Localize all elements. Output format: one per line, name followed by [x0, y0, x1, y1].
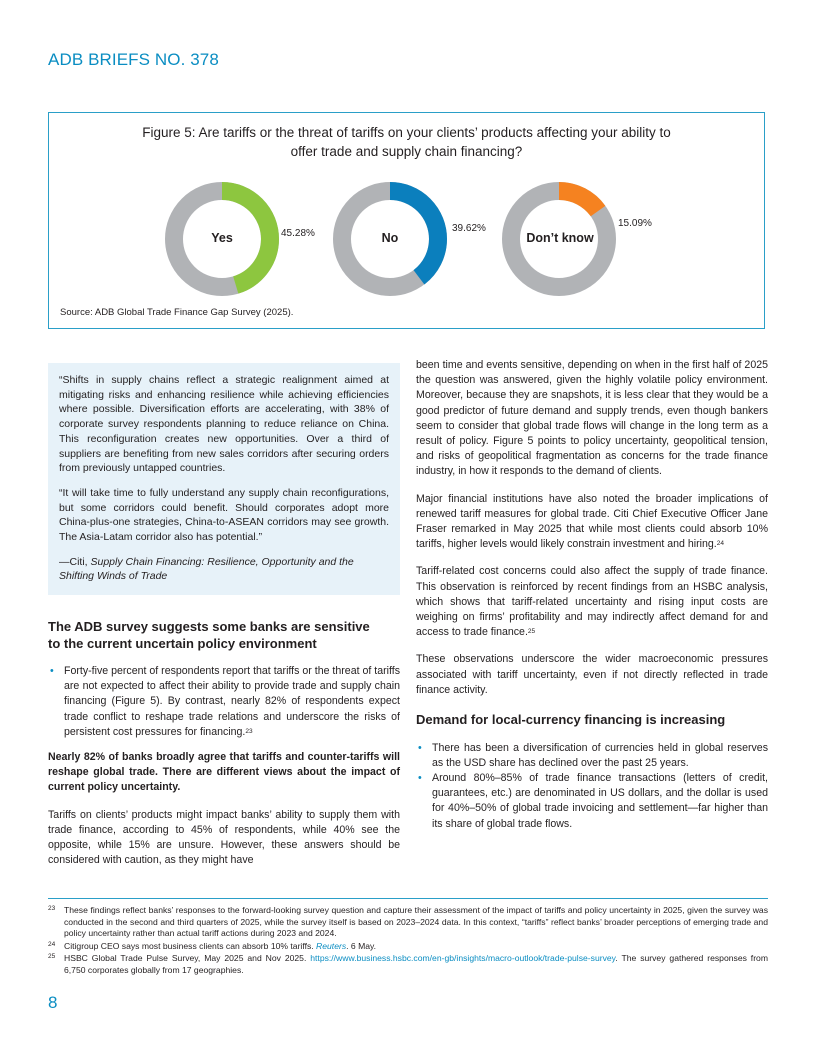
section-heading-banks-sensitive: The ADB survey suggests some banks are sensitive to the current uncertain policy environment	[48, 619, 370, 651]
bullet-icon: •	[50, 665, 54, 677]
donut-no-pct: 39.62%	[452, 223, 486, 234]
page-number: 8	[48, 993, 58, 1012]
donut-no-label: No	[381, 231, 399, 245]
list-item: • There has been a diversification of currencies held in global reserves as the USD share has declined over the past 25 years.	[418, 741, 768, 769]
quote-paragraph: “It will take time to fully understand any supply chain reconfigurations, but some corridors could benefit. Should corporates adopt more China-plus-one strategies, China-to-ASEAN corridors may see growth. The Asia-Latam corridor also has potential.”	[59, 486, 389, 544]
left-column	[48, 619, 400, 880]
quote-attribution: —Citi, Supply Chain Financing: Resilience, Opportunity and the Shifting Winds of Trade	[59, 555, 354, 583]
donut-yes-label: Yes	[211, 231, 233, 245]
bold-paragraph: Nearly 82% of banks broadly agree that tariffs and counter-tariffs will reshape global trade. There are different views about the impact of current policy uncertainty.	[48, 751, 400, 794]
reuters-link[interactable]: Reuters	[316, 940, 347, 951]
footnote-ref[interactable]: 23	[245, 727, 253, 735]
bullet-list	[48, 664, 400, 740]
hsbc-survey-link[interactable]: https://www.business.hsbc.com/en-gb/insights/macro-outlook/trade-pulse-survey	[310, 953, 616, 964]
footnotes	[48, 905, 768, 978]
donut-dont-know-label: Don’t know	[526, 231, 594, 245]
quote-paragraph: “Shifts in supply chains reflect a strategic realignment aimed at mitigating risks and enhancing resilience while achieving efficiencies where possible. Diversification efforts are accelerating, with 38% of corporate survey respondents planning to reduce reliance on China. This reconfiguration creates new opportunities. Over a third of suppliers are benefiting from new sales corridors after securing orders from previously untapped countries.	[59, 374, 389, 475]
brief-series-title: ADB BRIEFS NO. 378	[48, 50, 219, 69]
body-paragraph: These observations underscore the wider macroeconomic pressures associated with tariff uncertainty, even if not directly reflected in trade finance activity.	[416, 653, 768, 696]
figure-5-box	[48, 112, 765, 329]
section-heading-local-currency: Demand for local-currency financing is increasing	[416, 712, 726, 728]
body-paragraph: been time and events sensitive, depending on when in the first half of 2025 the question was answered, given the highly volatile policy environment. Moreover, because they are snapshots, it is less clear that they would be a good predictor of future demand and supply trends, even though bankers seem to consider that global trade flows will change in the long term as a result of policy. Figure 5 points to policy uncertainty, geopolitical tension, and risks of geopolitical fragmentation as concerns for the trade finance industry, in how it responds to the demand of clients.	[416, 359, 768, 478]
list-item: • Around 80%–85% of trade finance transactions (letters of credit, guarantees, etc.) are denominated in US dollars, and the dollar is used for 40%–50% of global trade invoicing and settlement—far higher than its share of global trade flows.	[418, 771, 768, 830]
body-paragraph: Major financial institutions have also noted the broader implications of renewed tariff measures for global trade. Citi Chief Executive Officer Jane Fraser remarked in May 2025 that while most clients could absorb 10% tariffs, higher levels would likely constrain investment and hiring.$^{24}$	[416, 492, 768, 551]
citi-quote-box	[48, 363, 400, 595]
figure-source: Source: ADB Global Trade Finance Gap Survey (2025).	[60, 307, 294, 318]
right-column	[416, 358, 768, 842]
footnote-divider	[48, 898, 768, 899]
donut-dont-know-pct: 15.09%	[618, 218, 652, 229]
body-paragraph: Tariff-related cost concerns could also affect the supply of trade finance. This observation is reinforced by recent findings from an HSBC analysis, which shows that tariff-related uncertainty and rising input costs are weighing on firms’ profitability and may indirectly affect demand for and access to trade finance.$^{25}$	[416, 565, 768, 639]
bullet-icon: •	[418, 741, 422, 754]
footnote-ref[interactable]: 24	[716, 540, 724, 548]
footnote-23: 23 These findings reflect banks’ responses to the forward-looking survey question and capture their assessment of the impact of tariffs and policy uncertainty in 2025, given the survey was conducted in the second and third quarters of 2025, while the survey itself is based on 2023–2024 data. In this context, “tariffs” reflect banks’ broader perceptions of emerging trade and policy uncertainty rather than actual tariff actions during 2023 and 2024.	[48, 905, 768, 939]
footnote-ref[interactable]: 25	[527, 628, 536, 636]
figure-title: Figure 5: Are tariffs or the threat of tariffs on your clients’ products affecting your ability to offer trade and supply chain financing?	[142, 125, 671, 159]
list-item: • Forty-five percent of respondents report that tariffs or the threat of tariffs are not expected to affect their ability to provide trade and supply chain financing (Figure 5). By contrast, nearly 82% of respondents expect trade conflict to reshape trade relations and underscore the risks of persistent cost pressures for financing.$^{23}$	[50, 665, 400, 738]
donut-yes-pct: 45.28%	[281, 228, 315, 239]
footnote-24: 24 Citigroup CEO says most business clients can absorb 10% tariffs. Reuters. 6 May.	[48, 940, 377, 951]
footnote-25: 25 HSBC Global Trade Pulse Survey, May 2025 and Nov 2025. https://www.business.hsbc.com/en-gb/insights/macro-outlook/trade-pulse-survey. The survey gathered responses from 6,750 corporates globally from 17 geographies.	[48, 953, 768, 975]
body-paragraph: Tariffs on clients’ products might impact banks’ ability to supply them with trade finance, according to 45% of respondents, while 40% see the opposite, while 15% are unsure. However, these answers should be considered with caution, as they might have	[48, 808, 400, 867]
bullet-list	[416, 741, 768, 832]
bullet-icon: •	[418, 771, 422, 784]
